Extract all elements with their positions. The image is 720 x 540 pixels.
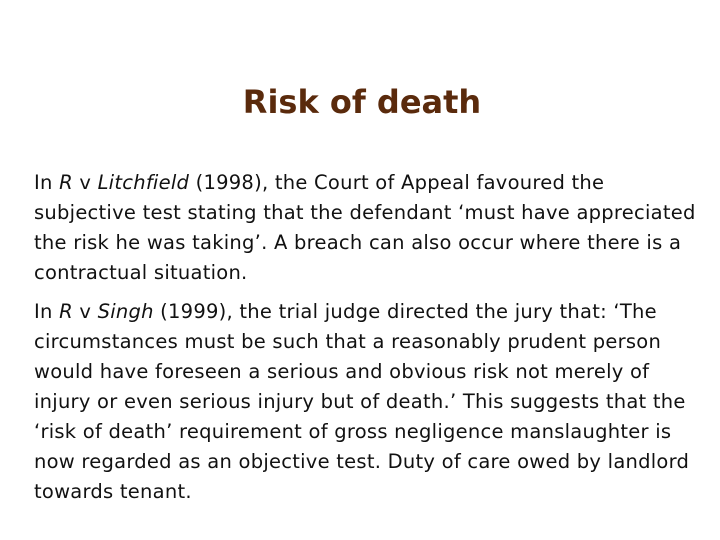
- paragraph-litchfield: [34, 168, 700, 288]
- slide-title: Risk of death: [242, 83, 482, 121]
- paragraph-prefix: In: [34, 300, 60, 323]
- case-versus: v: [72, 300, 98, 323]
- paragraph-singh: [34, 297, 700, 507]
- paragraph-prefix: In: [34, 171, 60, 194]
- case-r: R: [59, 300, 73, 323]
- case-name-litchfield: Litchfield: [97, 171, 190, 194]
- paragraph-text: (1998), the Court of Appeal favoured the subjective test stating that the defendant ‘must have appreciated the risk he was taking’. A breach can also occur where there is a contractual situation.: [34, 171, 696, 284]
- slide-body: [34, 168, 700, 516]
- case-name-singh: Singh: [97, 300, 154, 323]
- case-versus: v: [72, 171, 98, 194]
- paragraph-text: (1999), the trial judge directed the jury that: ‘The circumstances must be such that a reasonably prudent person would have foreseen a serious and obvious risk not merely of injury or even serious injury but of death.’ This suggests that the ‘risk of death’ requirement of gross negligence manslaughter is now regarded as an objective test. Duty of care owed by landlord towards tenant.: [34, 300, 690, 503]
- case-r: R: [59, 171, 73, 194]
